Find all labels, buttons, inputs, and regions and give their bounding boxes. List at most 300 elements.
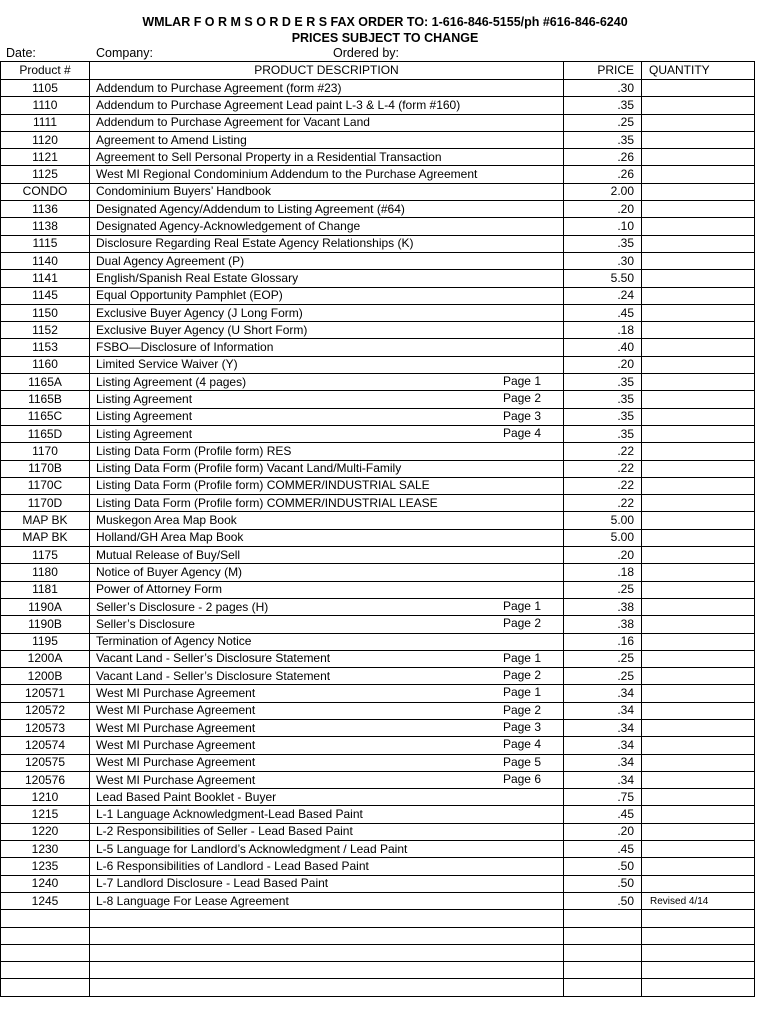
table-row xyxy=(1,114,755,131)
price-cell: .30 xyxy=(564,80,642,97)
price-cell xyxy=(564,910,642,927)
price-cell: .38 xyxy=(564,598,642,615)
product-number-cell xyxy=(1,979,90,996)
price-cell: .25 xyxy=(564,668,642,685)
table-row xyxy=(1,391,755,408)
description-cell xyxy=(90,564,564,581)
table-row xyxy=(1,806,755,823)
product-number-cell: 1200B xyxy=(1,668,90,685)
description-cell xyxy=(90,374,564,391)
table-row xyxy=(1,339,755,356)
form-title: WMLAR F O R M S O R D E R S FAX ORDER TO: 1-616-846-5155/ph #616-846-6240 xyxy=(142,15,628,29)
table-row xyxy=(1,875,755,892)
product-number-cell: 1160 xyxy=(1,356,90,373)
description-cell xyxy=(90,650,564,667)
product-number-cell: 1115 xyxy=(1,235,90,252)
product-number-cell: 120574 xyxy=(1,737,90,754)
price-cell: 2.00 xyxy=(564,183,642,200)
quantity-cell[interactable] xyxy=(642,391,755,408)
price-cell: .38 xyxy=(564,616,642,633)
price-cell: .34 xyxy=(564,737,642,754)
description-cell xyxy=(90,201,564,218)
table-row xyxy=(1,131,755,148)
description-text: Termination of Agency Notice xyxy=(96,634,252,649)
description-text: West MI Purchase Agreement xyxy=(96,772,256,787)
column-header-description: PRODUCT DESCRIPTION xyxy=(90,62,564,80)
product-number-cell: CONDO xyxy=(1,183,90,200)
description-cell xyxy=(90,702,564,719)
description-cell xyxy=(90,166,564,183)
price-cell: .40 xyxy=(564,339,642,356)
quantity-cell[interactable] xyxy=(642,737,755,754)
ordered-by-label: Ordered by: xyxy=(333,46,400,60)
table-row xyxy=(1,962,755,979)
description-cell xyxy=(90,512,564,529)
price-cell: .50 xyxy=(564,892,642,909)
price-cell: .22 xyxy=(564,495,642,512)
table-row xyxy=(1,927,755,944)
description-cell xyxy=(90,927,564,944)
description-text: Vacant Land - Seller’s Disclosure Statement xyxy=(96,668,331,683)
quantity-cell[interactable] xyxy=(642,858,755,875)
table-row xyxy=(1,408,755,425)
description-text: L-6 Responsibilities of Landlord - Lead Based Paint xyxy=(96,859,369,873)
description-cell xyxy=(90,287,564,304)
product-number-cell: 120573 xyxy=(1,719,90,736)
description-cell xyxy=(90,875,564,892)
price-cell xyxy=(564,979,642,996)
order-form-table xyxy=(0,61,755,997)
description-cell xyxy=(90,495,564,512)
description-cell xyxy=(90,581,564,598)
quantity-cell[interactable] xyxy=(642,512,755,529)
price-cell: .45 xyxy=(564,806,642,823)
quantity-cell[interactable] xyxy=(642,841,755,858)
description-cell xyxy=(90,149,564,166)
product-number-cell: 1125 xyxy=(1,166,90,183)
description-text: Listing Data Form (Profile form) COMMER/INDUSTRIAL LEASE xyxy=(96,495,438,510)
product-number-cell: 120571 xyxy=(1,685,90,702)
quantity-cell[interactable] xyxy=(642,114,755,131)
description-text: Holland/GH Area Map Book xyxy=(96,530,244,545)
description-text: Designated Agency/Addendum to Listing Agreement (#64) xyxy=(96,201,405,216)
table-row xyxy=(1,841,755,858)
description-cell xyxy=(90,235,564,252)
description-text: West MI Regional Condominium Addendum to the Purchase Agreement xyxy=(96,167,478,182)
description-cell xyxy=(90,477,564,494)
quantity-cell[interactable] xyxy=(642,944,755,961)
table-row xyxy=(1,564,755,581)
description-cell xyxy=(90,218,564,235)
page-number-label: Page 4 xyxy=(502,737,541,752)
page-number-label: Page 1 xyxy=(502,650,541,665)
price-cell: .20 xyxy=(564,823,642,840)
description-text: West MI Purchase Agreement xyxy=(96,737,256,752)
description-text: Seller’s Disclosure - 2 pages (H) xyxy=(96,599,269,614)
quantity-cell[interactable] xyxy=(642,339,755,356)
product-number-cell: 1190B xyxy=(1,616,90,633)
price-cell: 5.00 xyxy=(564,512,642,529)
quantity-cell[interactable] xyxy=(642,80,755,97)
table-row xyxy=(1,529,755,546)
description-text: Power of Attorney Form xyxy=(96,582,223,597)
price-cell: .35 xyxy=(564,408,642,425)
price-cell: .24 xyxy=(564,287,642,304)
price-cell: .75 xyxy=(564,789,642,806)
price-cell: .18 xyxy=(564,564,642,581)
quantity-cell[interactable] xyxy=(642,581,755,598)
table-row xyxy=(1,668,755,685)
quantity-cell[interactable] xyxy=(642,979,755,996)
quantity-cell[interactable] xyxy=(642,685,755,702)
description-text: Lead Based Paint Booklet - Buyer xyxy=(96,789,277,804)
product-number-cell: 1215 xyxy=(1,806,90,823)
description-text: Addendum to Purchase Agreement (form #23) xyxy=(96,80,342,95)
description-cell xyxy=(90,719,564,736)
price-cell: .20 xyxy=(564,356,642,373)
description-text: Limited Service Waiver (Y) xyxy=(96,357,238,372)
table-row xyxy=(1,547,755,564)
product-number-cell: 1245 xyxy=(1,892,90,909)
description-cell xyxy=(90,962,564,979)
page-number-label: Page 1 xyxy=(502,685,541,700)
price-cell: 5.00 xyxy=(564,529,642,546)
table-row xyxy=(1,858,755,875)
quantity-cell[interactable] xyxy=(642,633,755,650)
quantity-cell[interactable] xyxy=(642,477,755,494)
description-cell xyxy=(90,356,564,373)
product-number-cell: 1136 xyxy=(1,201,90,218)
quantity-cell[interactable] xyxy=(642,823,755,840)
quantity-cell[interactable] xyxy=(642,650,755,667)
quantity-cell[interactable] xyxy=(642,252,755,269)
product-number-cell: 1141 xyxy=(1,270,90,287)
product-number-cell: 1153 xyxy=(1,339,90,356)
description-text: Disclosure Regarding Real Estate Agency Relationships (K) xyxy=(96,236,414,251)
price-cell: .20 xyxy=(564,201,642,218)
price-cell: .45 xyxy=(564,304,642,321)
product-number-cell: 1220 xyxy=(1,823,90,840)
price-cell: .30 xyxy=(564,252,642,269)
product-number-cell: 1138 xyxy=(1,218,90,235)
table-row xyxy=(1,322,755,339)
description-cell xyxy=(90,668,564,685)
quantity-cell[interactable] xyxy=(642,547,755,564)
description-cell xyxy=(90,304,564,321)
description-text: Seller’s Disclosure xyxy=(96,616,195,631)
description-text: Designated Agency-Acknowledgement of Change xyxy=(96,219,361,234)
description-cell xyxy=(90,425,564,442)
date-label: Date: xyxy=(6,46,36,60)
column-header-quantity: QUANTITY xyxy=(642,62,755,80)
product-number-cell: 1165B xyxy=(1,391,90,408)
product-number-cell: 1210 xyxy=(1,789,90,806)
quantity-cell[interactable] xyxy=(642,719,755,736)
quantity-cell[interactable] xyxy=(642,962,755,979)
table-row xyxy=(1,944,755,961)
quantity-cell[interactable] xyxy=(642,322,755,339)
price-cell: .34 xyxy=(564,771,642,788)
product-number-cell: 1121 xyxy=(1,149,90,166)
page-number-label: Page 3 xyxy=(502,408,541,423)
quantity-cell[interactable] xyxy=(642,408,755,425)
description-cell xyxy=(90,443,564,460)
product-number-cell: 1165D xyxy=(1,425,90,442)
quantity-cell[interactable]: Revised 4/14 xyxy=(642,892,755,909)
description-cell xyxy=(90,529,564,546)
price-cell: .34 xyxy=(564,719,642,736)
price-cell: .25 xyxy=(564,581,642,598)
price-cell: .26 xyxy=(564,166,642,183)
description-cell xyxy=(90,547,564,564)
product-number-cell: 1165A xyxy=(1,374,90,391)
table-row xyxy=(1,892,755,909)
product-number-cell: 1150 xyxy=(1,304,90,321)
product-number-cell: 1180 xyxy=(1,564,90,581)
product-number-cell: 1190A xyxy=(1,598,90,615)
description-text: L-1 Language Acknowledgment-Lead Based Paint xyxy=(96,807,363,822)
page-number-label: Page 2 xyxy=(502,391,541,406)
price-cell xyxy=(564,927,642,944)
quantity-cell[interactable] xyxy=(642,616,755,633)
description-text: Muskegon Area Map Book xyxy=(96,513,237,528)
quantity-cell[interactable] xyxy=(642,443,755,460)
description-text: Notice of Buyer Agency (M) xyxy=(96,564,243,579)
table-row xyxy=(1,771,755,788)
product-number-cell: 1170C xyxy=(1,477,90,494)
description-text: Listing Data Form (Profile form) COMMER/INDUSTRIAL SALE xyxy=(96,478,430,493)
quantity-cell[interactable] xyxy=(642,374,755,391)
table-row xyxy=(1,460,755,477)
description-text: Addendum to Purchase Agreement Lead paint L-3 & L-4 (form #160) xyxy=(96,97,461,112)
table-row xyxy=(1,754,755,771)
description-cell xyxy=(90,131,564,148)
table-row xyxy=(1,304,755,321)
table-row xyxy=(1,737,755,754)
table-row xyxy=(1,616,755,633)
table-row xyxy=(1,512,755,529)
description-cell xyxy=(90,339,564,356)
description-text: L-8 Language For Lease Agreement xyxy=(96,893,289,908)
description-cell xyxy=(90,979,564,996)
price-cell: .35 xyxy=(564,425,642,442)
quantity-cell[interactable] xyxy=(642,668,755,685)
description-text: Agreement to Amend Listing xyxy=(96,132,247,147)
product-number-cell: 1105 xyxy=(1,80,90,97)
price-cell: .35 xyxy=(564,131,642,148)
page-number-label: Page 1 xyxy=(502,598,541,613)
table-row xyxy=(1,235,755,252)
quantity-cell[interactable] xyxy=(642,149,755,166)
page-number-label: Page 4 xyxy=(502,425,541,440)
table-row xyxy=(1,633,755,650)
description-text: Listing Agreement (4 pages) xyxy=(96,374,247,389)
table-row xyxy=(1,201,755,218)
quantity-cell[interactable] xyxy=(642,927,755,944)
description-cell xyxy=(90,892,564,909)
description-cell xyxy=(90,322,564,339)
table-row xyxy=(1,719,755,736)
quantity-cell[interactable] xyxy=(642,789,755,806)
product-number-cell: 1235 xyxy=(1,858,90,875)
product-number-cell: 1165C xyxy=(1,408,90,425)
product-number-cell: 1140 xyxy=(1,252,90,269)
product-number-cell: 120575 xyxy=(1,754,90,771)
description-text: Listing Agreement xyxy=(96,409,193,424)
page-number-label: Page 6 xyxy=(502,771,541,786)
quantity-cell[interactable] xyxy=(642,771,755,788)
description-text: West MI Purchase Agreement xyxy=(96,686,256,701)
price-cell: .18 xyxy=(564,322,642,339)
product-number-cell: 1110 xyxy=(1,97,90,114)
quantity-cell[interactable] xyxy=(642,754,755,771)
description-text: West MI Purchase Agreement xyxy=(96,703,256,718)
description-text: Mutual Release of Buy/Sell xyxy=(96,547,241,562)
table-row xyxy=(1,650,755,667)
price-cell xyxy=(564,962,642,979)
quantity-cell[interactable] xyxy=(642,460,755,477)
table-row xyxy=(1,598,755,615)
price-cell: .35 xyxy=(564,391,642,408)
description-text: English/Spanish Real Estate Glossary xyxy=(96,270,299,285)
product-number-cell: 1195 xyxy=(1,633,90,650)
quantity-cell[interactable] xyxy=(642,875,755,892)
price-cell: .22 xyxy=(564,443,642,460)
quantity-cell[interactable] xyxy=(642,304,755,321)
description-cell xyxy=(90,841,564,858)
table-row xyxy=(1,270,755,287)
quantity-cell[interactable] xyxy=(642,270,755,287)
description-text: Dual Agency Agreement (P) xyxy=(96,253,245,268)
table-row xyxy=(1,443,755,460)
product-number-cell: 120572 xyxy=(1,702,90,719)
description-text: Exclusive Buyer Agency (J Long Form) xyxy=(96,305,303,320)
quantity-cell[interactable] xyxy=(642,806,755,823)
quantity-cell[interactable] xyxy=(642,218,755,235)
product-number-cell: 1230 xyxy=(1,841,90,858)
price-cell: .35 xyxy=(564,97,642,114)
table-row xyxy=(1,356,755,373)
table-row xyxy=(1,425,755,442)
company-label: Company: xyxy=(96,46,153,60)
quantity-cell[interactable] xyxy=(642,287,755,304)
description-cell xyxy=(90,270,564,287)
quantity-cell[interactable] xyxy=(642,529,755,546)
price-cell: .16 xyxy=(564,633,642,650)
price-cell: .25 xyxy=(564,114,642,131)
page-number-label: Page 2 xyxy=(502,616,541,631)
description-text: Agreement to Sell Personal Property in a Residential Transaction xyxy=(96,149,442,164)
product-number-cell: 1175 xyxy=(1,547,90,564)
table-row xyxy=(1,252,755,269)
description-cell xyxy=(90,754,564,771)
quantity-cell[interactable] xyxy=(642,910,755,927)
page-number-label: Page 3 xyxy=(502,719,541,734)
price-cell: .22 xyxy=(564,477,642,494)
product-number-cell: 1200A xyxy=(1,650,90,667)
table-row xyxy=(1,789,755,806)
table-row xyxy=(1,166,755,183)
description-text: Vacant Land - Seller’s Disclosure Statement xyxy=(96,651,331,666)
description-text: Listing Data Form (Profile form) RES xyxy=(96,443,292,458)
column-header-price: PRICE xyxy=(564,62,642,80)
quantity-cell[interactable] xyxy=(642,564,755,581)
product-number-cell: 120576 xyxy=(1,771,90,788)
description-cell xyxy=(90,789,564,806)
product-number-cell: 1170 xyxy=(1,443,90,460)
price-cell: .50 xyxy=(564,858,642,875)
table-row xyxy=(1,374,755,391)
quantity-cell[interactable] xyxy=(642,425,755,442)
product-number-cell: MAP BK xyxy=(1,529,90,546)
price-cell: .34 xyxy=(564,685,642,702)
price-cell: .25 xyxy=(564,650,642,667)
description-text: Listing Agreement xyxy=(96,426,193,441)
product-number-cell xyxy=(1,910,90,927)
product-number-cell: 1240 xyxy=(1,875,90,892)
description-cell xyxy=(90,858,564,875)
price-cell: .35 xyxy=(564,235,642,252)
table-row xyxy=(1,685,755,702)
quantity-cell[interactable] xyxy=(642,166,755,183)
price-cell: .34 xyxy=(564,702,642,719)
description-text: Addendum to Purchase Agreement for Vacant Land xyxy=(96,115,370,130)
description-text: Exclusive Buyer Agency (U Short Form) xyxy=(96,322,308,337)
quantity-cell[interactable] xyxy=(642,201,755,218)
description-cell xyxy=(90,771,564,788)
description-cell xyxy=(90,408,564,425)
page-number-label: Page 2 xyxy=(502,702,541,717)
quantity-cell[interactable] xyxy=(642,495,755,512)
quantity-cell[interactable] xyxy=(642,598,755,615)
description-cell xyxy=(90,616,564,633)
quantity-cell[interactable] xyxy=(642,183,755,200)
table-row xyxy=(1,979,755,996)
quantity-cell[interactable] xyxy=(642,97,755,114)
quantity-cell[interactable] xyxy=(642,356,755,373)
table-header-row xyxy=(1,62,755,80)
description-text: FSBO—Disclosure of Information xyxy=(96,340,274,355)
price-cell: .35 xyxy=(564,374,642,391)
quantity-cell[interactable] xyxy=(642,131,755,148)
page-number-label: Page 5 xyxy=(502,754,541,769)
description-text: West MI Purchase Agreement xyxy=(96,755,256,770)
table-row xyxy=(1,702,755,719)
product-number-cell xyxy=(1,944,90,961)
table-row xyxy=(1,823,755,840)
description-cell xyxy=(90,823,564,840)
price-cell: .22 xyxy=(564,460,642,477)
description-cell xyxy=(90,114,564,131)
description-text: L-2 Responsibilities of Seller - Lead Based Paint xyxy=(96,824,353,839)
description-cell xyxy=(90,737,564,754)
description-cell xyxy=(90,598,564,615)
description-text: Listing Data Form (Profile form) Vacant Land/Multi-Family xyxy=(96,461,402,476)
description-text: L-5 Language for Landlord’s Acknowledgment / Lead Paint xyxy=(96,841,408,856)
description-cell xyxy=(90,183,564,200)
quantity-cell[interactable] xyxy=(642,235,755,252)
quantity-cell[interactable] xyxy=(642,702,755,719)
description-text: Condominium Buyers’ Handbook xyxy=(96,184,271,199)
description-cell xyxy=(90,806,564,823)
table-row xyxy=(1,97,755,114)
product-number-cell: 1170D xyxy=(1,495,90,512)
product-number-cell: 1152 xyxy=(1,322,90,339)
column-header-product: Product # xyxy=(1,62,90,80)
description-text: West MI Purchase Agreement xyxy=(96,720,256,735)
description-text: Listing Agreement xyxy=(96,391,193,406)
description-cell xyxy=(90,685,564,702)
